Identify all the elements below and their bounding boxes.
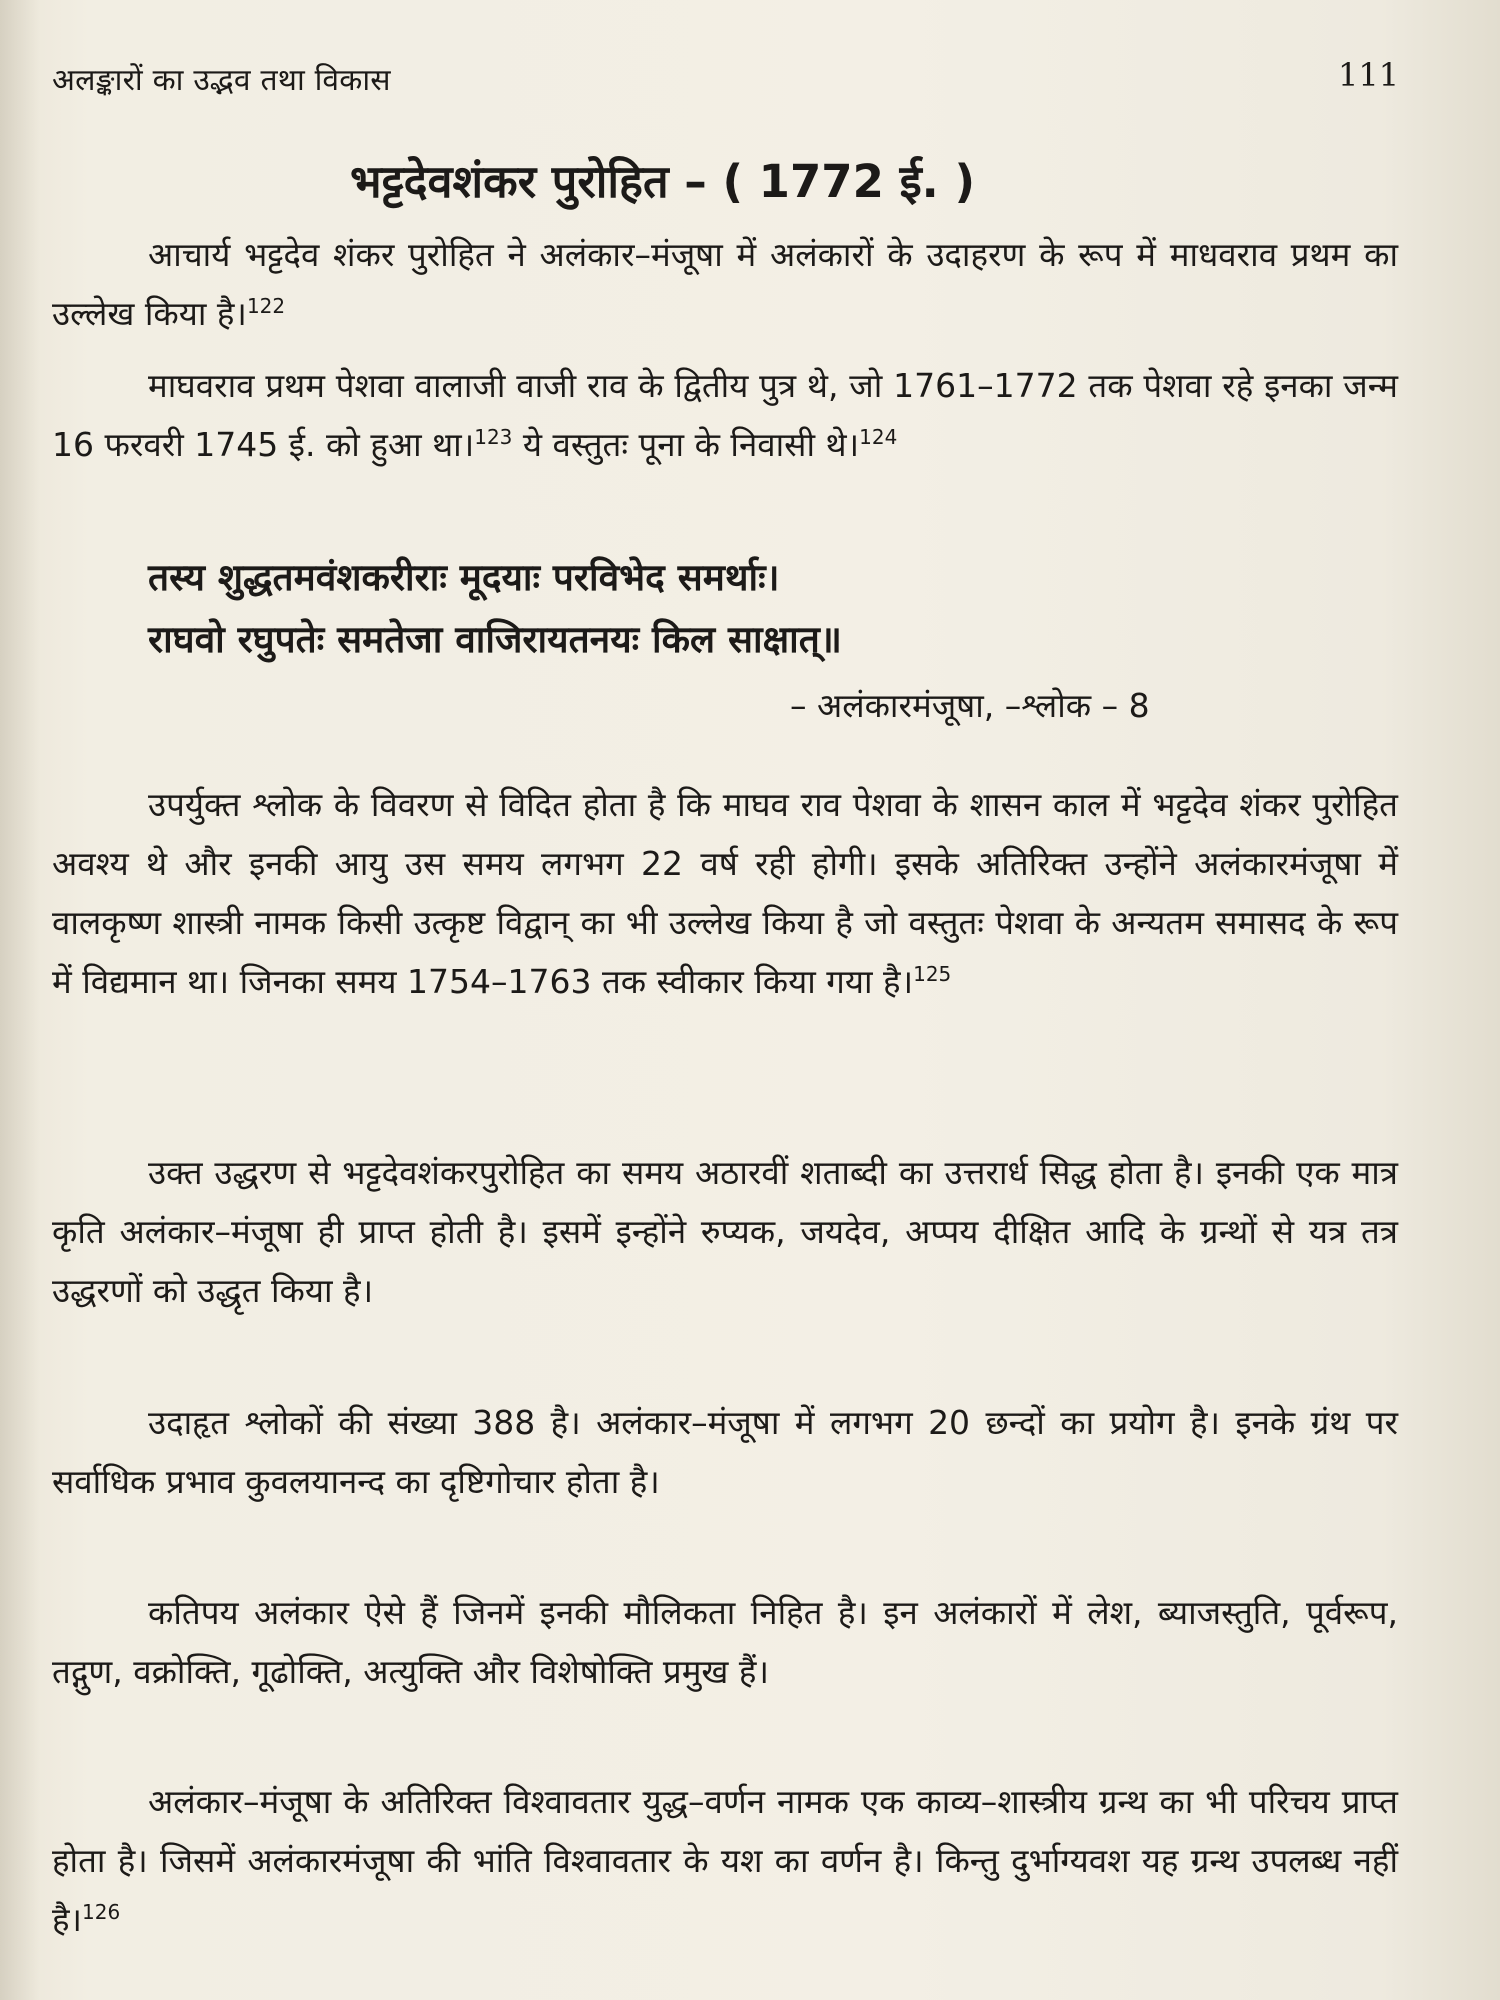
footnote-ref-126: 126 xyxy=(82,1900,121,1924)
footnote-ref-125: 125 xyxy=(913,962,952,986)
footnote-ref-123: 123 xyxy=(474,425,513,449)
paragraph-5-text: उदाहृत श्लोकों की संख्या 388 है। अलंकार–मंजूषा में लगभग 20 छन्दों का प्रयोग है। इनके ग्रंथ पर सर्वाधिक प्रभाव कुवलयानन्द का दृष्टिगोचार होता है। xyxy=(52,1403,1398,1501)
footnote-ref-124: 124 xyxy=(859,425,898,449)
paragraph-2 xyxy=(52,356,1398,474)
paragraph-7 xyxy=(52,1772,1398,1949)
verse-attribution: – अलंकारमंजूषा, –श्लोक – 8 xyxy=(790,686,1150,725)
paragraph-6 xyxy=(52,1583,1398,1701)
verse-line-2: राघवो रघुपतेः समतेजा वाजिरायतनयः किल साक्षात्॥ xyxy=(148,618,842,661)
paragraph-6-text: कतिपय अलंकार ऐसे हैं जिनमें इनकी मौलिकता निहित है। इन अलंकारों में लेश, ब्याजस्तुति, पूर्वरूप, तद्गुण, वक्रोक्ति, गूढोक्ति, अत्युक्ति और विशेषोक्ति प्रमुख हैं। xyxy=(52,1593,1398,1691)
paragraph-3-text: उपर्युक्त श्लोक के विवरण से विदित होता है कि माघव राव पेशवा के शासन काल में भट्टदेव शंकर पुरोहित अवश्य थे और इनकी आयु उस समय लगभग 22 वर्ष रही होगी। इसके अतिरिक्त उन्होंने अलंकारमंजूषा में वालकृष्ण शास्त्री नामक किसी उत्कृष्ट विद्वान् का भी उल्लेख किया है जो वस्तुतः पेशवा के अन्यतम समासद के रूप में विद्यमान था। जिनका समय 1754–1763 तक स्वीकार किया गया है। xyxy=(52,785,1398,1001)
section-title: भट्टदेवशंकर पुरोहित – ( 1772 ई. ) xyxy=(350,155,976,208)
verse-line-1: तस्य शुद्धतमवंशकरीराः मूदयाः परविभेद समर्थाः। xyxy=(148,556,780,599)
paragraph-3 xyxy=(52,775,1398,1011)
paragraph-2-text-a: माघवराव प्रथम पेशवा वालाजी वाजी राव के द्वितीय पुत्र थे, जो 1761–1772 तक पेशवा रहे इनका जन्म 16 फरवरी 1745 ई. को हुआ था। xyxy=(52,366,1398,464)
paragraph-1 xyxy=(52,225,1398,343)
paragraph-2-text-b: ये वस्तुतः पूना के निवासी थे। xyxy=(512,425,860,464)
paragraph-5 xyxy=(52,1393,1398,1511)
running-header: अलङ्कारों का उद्भव तथा विकास xyxy=(52,63,391,98)
page-gutter-shadow xyxy=(0,0,40,2000)
paragraph-1-text: आचार्य भट्टदेव शंकर पुरोहित ने अलंकार–मंजूषा में अलंकारों के उदाहरण के रूप में माधवराव प्रथम का उल्लेख किया है। xyxy=(52,235,1398,333)
footnote-ref-122: 122 xyxy=(246,294,286,318)
paragraph-7-text: अलंकार–मंजूषा के अतिरिक्त विश्वावतार युद्ध–वर्णन नामक एक काव्य–शास्त्रीय ग्रन्थ का भी परिचय प्राप्त होता है। जिसमें अलंकारमंजूषा की भांति विश्वावतार के यश का वर्णन है। किन्तु दुर्भाग्यवश यह ग्रन्थ उपलब्ध नहीं है। xyxy=(52,1782,1398,1939)
paragraph-4-text: उक्त उद्धरण से भट्टदेवशंकरपुरोहित का समय अठारवीं शताब्दी का उत्तरार्ध सिद्ध होता है। इनकी एक मात्र कृति अलंकार–मंजूषा ही प्राप्त होती है। इसमें इन्होंने रुप्यक, जयदेव, अप्पय दीक्षित आदि के ग्रन्थों से यत्र तत्र उद्धरणों को उद्धृत किया है। xyxy=(52,1153,1398,1310)
page-number: 111 xyxy=(1338,56,1400,94)
paragraph-4 xyxy=(52,1143,1398,1320)
